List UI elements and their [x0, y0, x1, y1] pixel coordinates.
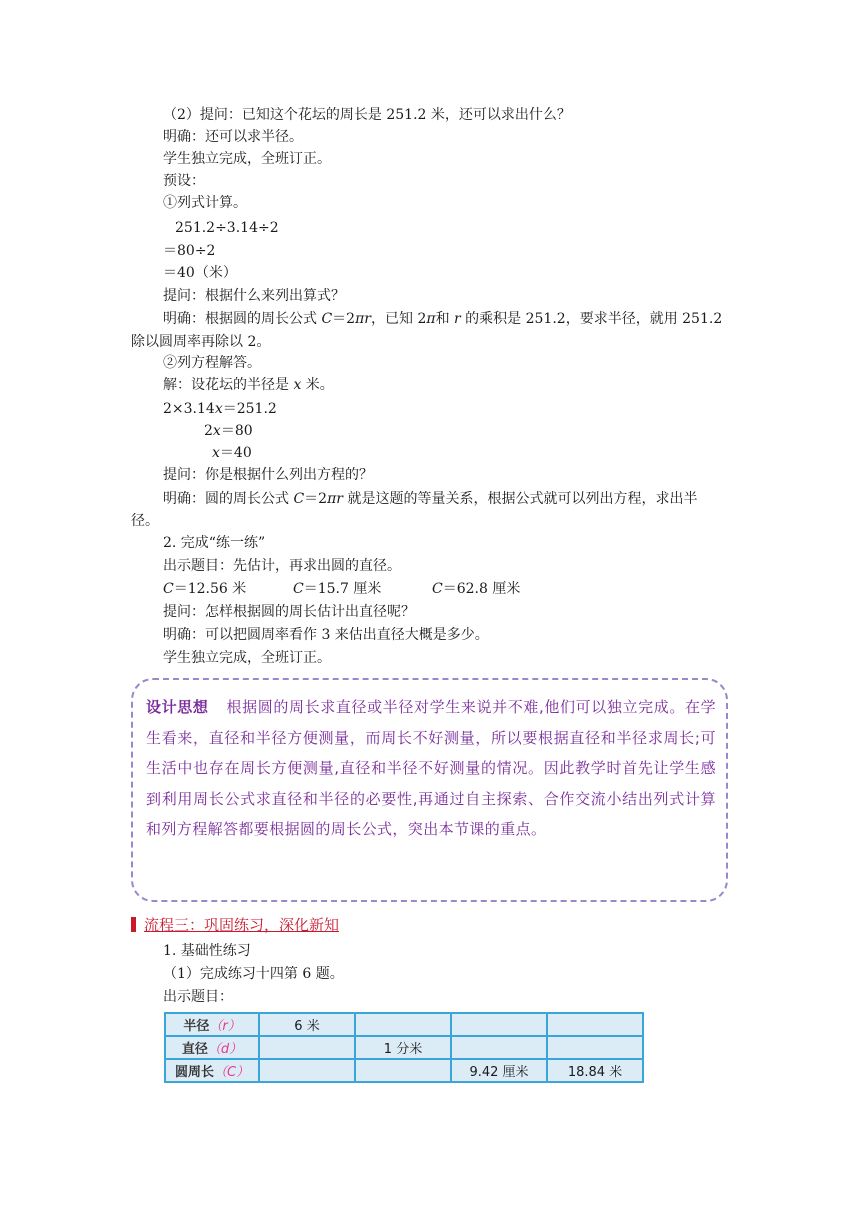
row-header: [165, 1059, 259, 1082]
paragraph-show-problem-2: [163, 986, 233, 1008]
text: ＝40（米）: [163, 265, 237, 281]
heading-bar-icon: [131, 917, 136, 932]
math-var: πr: [327, 491, 343, 507]
calc-line-3: [163, 262, 237, 284]
row-label: 圆周长: [174, 1065, 214, 1080]
text: 明确：根据圆的周长公式: [163, 311, 322, 327]
math-var: C: [163, 581, 174, 597]
text: 明确：圆的周长公式: [163, 491, 294, 507]
text: 2: [204, 423, 213, 439]
circle-table: [164, 1012, 644, 1083]
math-var: C: [432, 581, 443, 597]
text: 提问：根据什么来列出算式？: [163, 288, 345, 304]
text: 出示题目：: [163, 989, 233, 1005]
table-cell: [547, 1013, 643, 1036]
table-cell: [355, 1013, 451, 1036]
text: （1）完成练习十四第 6 题。: [163, 966, 344, 982]
paragraph-practice-heading: [163, 532, 265, 554]
row-label: 直径: [181, 1042, 208, 1057]
table-row: [165, 1059, 643, 1082]
math-var: C: [321, 311, 333, 327]
text: 2×3.14: [163, 401, 215, 417]
paragraph-students: [163, 148, 331, 170]
text: 就是这题的等量关系，根据公式就可以列出方程，求出半: [343, 491, 698, 507]
table-cell: [451, 1036, 547, 1059]
section-heading-text: 流程三：巩固练习，深化新知: [144, 916, 340, 934]
text: 的乘积是 251.2，要求半径，就用 251.2: [460, 311, 723, 327]
text: 解：设花坛的半径是: [163, 377, 294, 393]
text: ＝80÷2: [163, 243, 216, 259]
paragraph-show-problem: [163, 555, 401, 577]
math-var: x: [293, 377, 302, 393]
text: 出示题目：先估计，再求出圆的直径。: [163, 558, 401, 574]
table-row: [165, 1013, 643, 1036]
row-header: [165, 1036, 259, 1059]
calc-line-2: [163, 240, 215, 262]
table-cell: [355, 1059, 451, 1082]
text: ＝15.7 厘米: [303, 581, 382, 597]
math-var: r: [454, 311, 461, 327]
text: ②列方程解答。: [163, 355, 261, 371]
paragraph-clarify-formula-cont: [131, 331, 270, 353]
paragraph-students-2: [163, 647, 331, 669]
calc-line-1: [175, 217, 279, 239]
section-heading: [131, 914, 339, 936]
paragraph-clarify-formula: [163, 308, 722, 330]
text: ＝2: [304, 491, 328, 507]
text: 径。: [131, 513, 159, 529]
paragraph-method-2: [163, 352, 261, 374]
problem-c3: [432, 578, 520, 600]
paragraph-question-estimate: [163, 601, 415, 623]
problem-c2: [293, 578, 381, 600]
text: 251.2÷3.14÷2: [175, 220, 279, 236]
table-cell: [451, 1013, 547, 1036]
paragraph-method-1: [163, 192, 247, 214]
row-symbol: （d）: [207, 1042, 243, 1057]
paragraph-clarify-estimate: [163, 624, 489, 646]
table-cell: [259, 1036, 355, 1059]
paragraph-question-2: [163, 104, 571, 126]
row-label: 半径: [183, 1019, 210, 1034]
table-row: [165, 1036, 643, 1059]
text: 和: [435, 311, 455, 327]
table-cell: [547, 1036, 643, 1059]
equation-line-3: [212, 442, 252, 464]
design-thought-text: [146, 692, 716, 845]
math-var: C: [293, 491, 305, 507]
text: （2）提问：已知这个花坛的周长是 251.2 米，还可以求出什么？: [163, 107, 571, 123]
text: ＝62.8 厘米: [442, 581, 521, 597]
text: 学生独立完成，全班订正。: [163, 151, 331, 167]
paragraph-clarify-equation-cont: [131, 510, 159, 532]
row-symbol: （C）: [213, 1065, 250, 1080]
table-cell: [259, 1059, 355, 1082]
text: 提问：你是根据什么列出方程的？: [163, 467, 373, 483]
table-cell: 1 分米: [355, 1036, 451, 1059]
text: 2. 完成“练一练”: [163, 535, 266, 551]
text: 学生独立完成，全班订正。: [163, 650, 331, 666]
table-cell: 18.84 米: [547, 1059, 643, 1082]
table-cell: 6 米: [259, 1013, 355, 1036]
math-var: x: [212, 445, 220, 461]
paragraph-basic-practice: [163, 940, 251, 962]
paragraph-exercise: [163, 963, 344, 985]
table-cell: 9.42 厘米: [451, 1059, 547, 1082]
math-var: π: [426, 311, 436, 327]
equation-line-2: [204, 420, 253, 442]
row-symbol: （r）: [209, 1019, 241, 1034]
design-thought-title: 设计思想: [146, 698, 209, 716]
text: ，已知 2: [371, 311, 427, 327]
text: 1. 基础性练习: [163, 943, 251, 959]
equation-line-1: [163, 398, 277, 420]
text: 提问：怎样根据圆的周长估计出直径呢？: [163, 604, 415, 620]
text: 预设：: [163, 173, 205, 189]
text: ＝12.56 米: [173, 581, 247, 597]
text: ＝80: [220, 423, 253, 439]
paragraph-solution: [163, 374, 334, 396]
math-var: πr: [355, 311, 371, 327]
paragraph-clarify-equation: [163, 488, 697, 510]
math-var: x: [214, 401, 223, 417]
text: ＝251.2: [222, 401, 277, 417]
text: 明确：还可以求半径。: [163, 129, 303, 145]
paragraph-clarify: [163, 126, 303, 148]
paragraph-question-basis: [163, 285, 345, 307]
text: 米。: [301, 377, 334, 393]
problem-c1: [163, 578, 246, 600]
math-var: x: [212, 423, 221, 439]
math-var: C: [293, 581, 304, 597]
paragraph-question-equation: [163, 464, 373, 486]
text: ＝2: [332, 311, 356, 327]
text: 除以圆周率再除以 2。: [131, 334, 271, 350]
text: ＝40: [219, 445, 252, 461]
text: 明确：可以把圆周率看作 3 来估出直径大概是多少。: [163, 627, 489, 643]
paragraph-preset: [163, 170, 205, 192]
design-thought-body: 根据圆的周长求直径或半径对学生来说并不难,他们可以独立完成。在学生看来，直径和半径方便测量，而周长不好测量，所以要根据直径和半径求周长;可生活中也存在周长方便测量,直径和半径不好测量的情况。因此教学时首先让学生感到利用周长公式求直径和半径的必要性,再通过自主探索、合作交流小结出列式计算和列方程解答都要根据圆的周长公式，突出本节课的重点。: [146, 698, 716, 838]
row-header: [165, 1013, 259, 1036]
text: ①列式计算。: [163, 195, 247, 211]
